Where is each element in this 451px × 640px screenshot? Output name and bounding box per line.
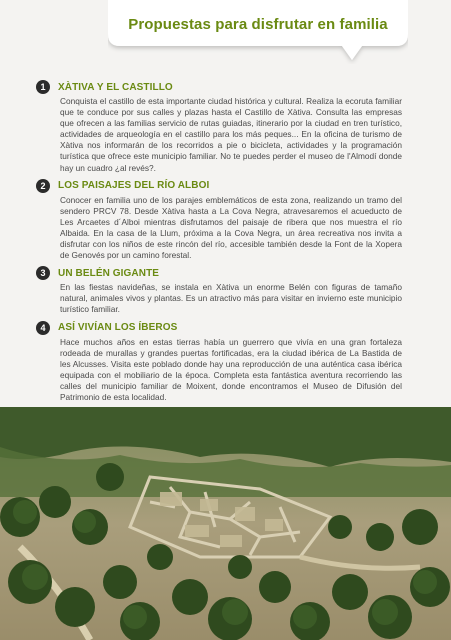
section-body: Conocer en familia uno de los parajes emblemáticos de esta zona, realizando un tramo del sendero PRCV 78. Desde Xàtiva hasta a La Cova Negra, atravesaremos el acueducto de Les Arcaetes d´Alboi mientras disfrutamos del paisaje de ribera que nos muestra el río Albaida. En la casa de la Llum, próxima a la Cova Negra, un área recreativa nos invita a disfrutar con los niños de este rincón del río, accesible también desde la Font de la Xopera de Genovés por un camino forestal.	[60, 194, 402, 261]
section-asi-vivian-iberos	[38, 321, 402, 404]
section-number-badge: 3	[36, 266, 50, 280]
section-belen-gigante	[38, 266, 402, 315]
section-title: UN BELÉN GIGANTE	[58, 267, 160, 279]
section-body: Conquista el castillo de esta importante ciudad histórica y cultural. Realiza la ecoruta familiar que te conduce por sus calles y plazas hasta el Castillo de Xàtiva. Consulta las empresas que ofrecen a las familias servicio de rutas guiadas, itinerario por la ciudad en tren turístico, actividades de arqueología en el castillo para los más peques... En la oficina de turismo de Xàtiva nos informarán de los recorridos a pie o bicicleta, actividades y la programación turística que ofrece este municipio familiar. No te puedes perder el museo de l'Almodí donde hay un cuadro ¿al revés?.	[60, 96, 402, 173]
section-title: ASÍ VIVÍAN LOS ÍBEROS	[58, 322, 178, 333]
page-title: Propuestas para disfrutar en familia	[128, 16, 388, 33]
section-xativa-castillo	[38, 80, 402, 174]
title-banner	[108, 0, 408, 64]
sections-list	[38, 80, 402, 408]
section-header	[36, 80, 402, 94]
section-body: Hace muchos años en estas tierras había un guerrero que vivía en una gran fortaleza rodeada de murallas y grandes puertas fortificadas, era la ciudad ibérica de La Bastida de les Alcusses. Visita este poblado donde hay una reproducción de una auténtica casa ibérica equipada con el mobiliario de la época. Completa esta fantástica aventura recorriendo las calles del municipio familiar de Moixent, donde encontramos el Museo de Difusión del Patrimonio de esta localidad.	[60, 336, 402, 402]
section-number-badge: 4	[36, 321, 50, 335]
aerial-photo-iberian-site	[0, 407, 451, 640]
section-paisajes-rio-alboi	[38, 179, 402, 262]
section-body: En las fiestas navideñas, se instala en Xàtiva un enorme Belén con figuras de tamaño natural, animales vivos y plantas. Es un atractivo más para visitar en invierno este municipio turístico familiar.	[60, 282, 402, 315]
section-header	[36, 179, 402, 193]
section-header	[36, 321, 402, 335]
section-title: LOS PAISAJES DEL RÍO ALBOI	[58, 180, 210, 192]
section-header	[36, 266, 402, 280]
section-number-badge: 1	[36, 80, 50, 94]
section-title: XÀTIVA Y EL CASTILLO	[58, 81, 173, 93]
section-number-badge: 2	[36, 179, 50, 193]
